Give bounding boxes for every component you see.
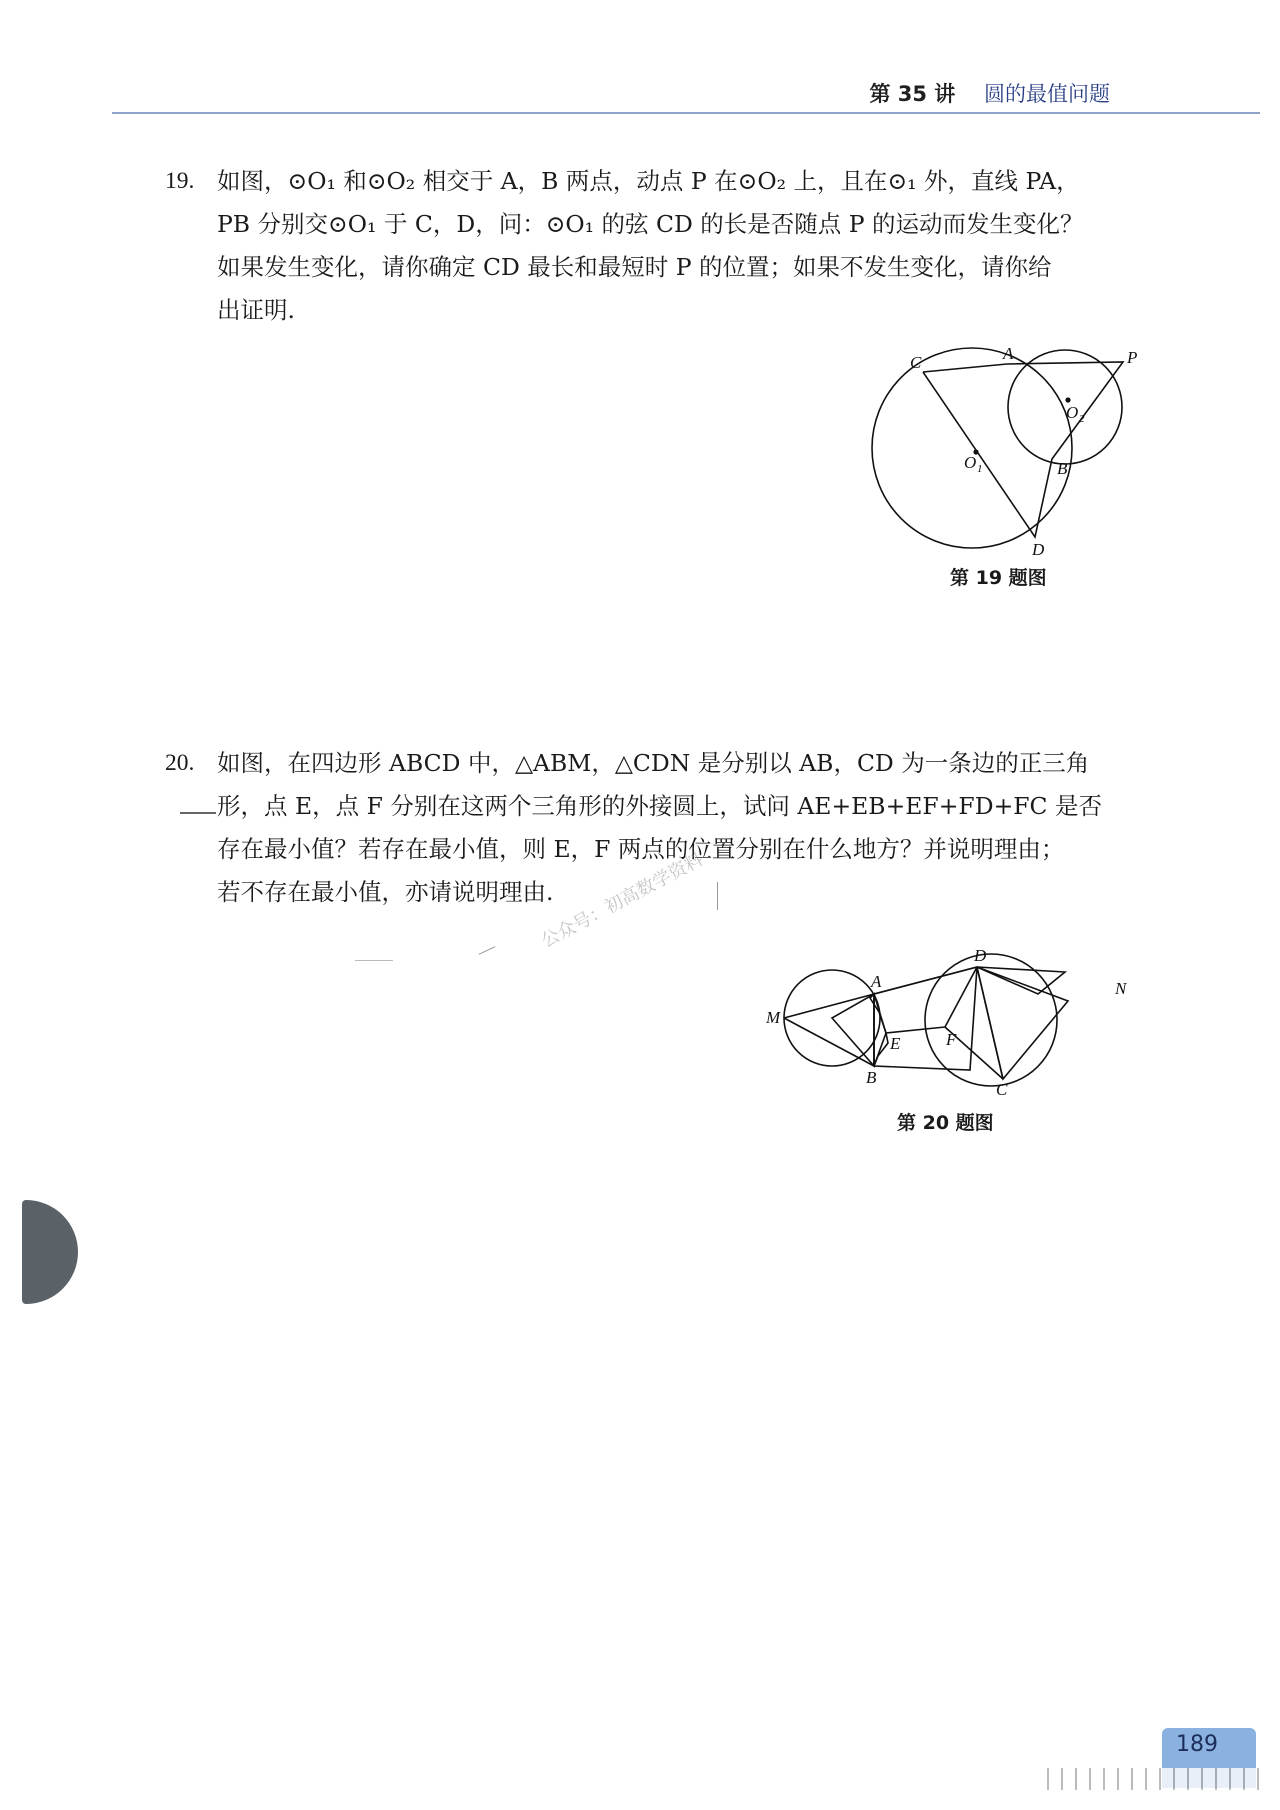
problem-text-line: 形，点 E，点 F 分别在这两个三角形的外接圆上，试问 AE+EB+EF+FD+FC 是否 <box>217 792 1103 820</box>
label-o2: O <box>1066 403 1079 422</box>
problem-text-line: 如图，⊙O₁ 和⊙O₂ 相交于 A，B 两点，动点 P 在⊙O₂ 上，且在⊙₁ 外，直线 PA， <box>217 167 1080 195</box>
header-rule <box>112 112 1260 114</box>
problem-text-line: PB 分别交⊙O₁ 于 C，D，问：⊙O₁ 的弦 CD 的长是否随点 P 的运动而发生变化？ <box>217 210 1084 238</box>
problem-text-line: 如果发生变化，请你确定 CD 最长和最短时 P 的位置；如果不发生变化，请你给 <box>217 253 1052 281</box>
label-b: B <box>1057 459 1068 478</box>
segment-mb <box>784 1018 874 1066</box>
triangle-cdn-upper <box>977 967 1065 994</box>
segment-ma <box>784 994 874 1018</box>
problem-text-line: 若不存在最小值，亦请说明理由. <box>217 878 554 906</box>
scan-edge-strip <box>1040 1768 1260 1790</box>
problem-text-line: 如图，在四边形 ABCD 中，△ABM，△CDN 是分别以 AB，CD 为一条边的正三角 <box>217 749 1090 777</box>
problem-text-line: 存在最小值？若存在最小值，则 E，F 两点的位置分别在什么地方？并说明理由； <box>217 835 1065 863</box>
segment-ef <box>886 1027 945 1033</box>
watermark: 公众号：初高数学资料 <box>537 849 707 953</box>
header-topic: 圆的最值问题 <box>984 82 1110 106</box>
label-p: P <box>1127 348 1138 367</box>
label-a: A <box>1003 344 1014 363</box>
label-n: N <box>1115 979 1127 998</box>
problem-text-line: 出证明. <box>217 296 295 324</box>
problem-number: 19. <box>165 168 195 194</box>
label-o1-sub: 1 <box>977 463 983 475</box>
figure-20 <box>760 915 1160 1135</box>
line-segments <box>923 362 1123 537</box>
label-f: F <box>946 1030 957 1049</box>
segment-dc <box>977 967 1003 1079</box>
figure-19-caption: 第 19 题图 <box>950 567 1047 589</box>
figure-20-diagram <box>760 915 1160 1135</box>
figure-19-diagram <box>860 340 1160 590</box>
quadrilateral-abcd-segments <box>870 967 977 1070</box>
center-o2-dot <box>1065 397 1070 402</box>
circle-o2 <box>1008 350 1122 464</box>
label-c: C <box>910 353 922 372</box>
label-c: C <box>996 1080 1008 1099</box>
figure-20-caption: 第 20 题图 <box>897 1112 994 1134</box>
label-d: D <box>1032 540 1045 559</box>
running-header <box>869 78 1110 108</box>
segment-fd <box>945 967 977 1027</box>
label-e: E <box>890 1034 901 1053</box>
header-lecture: 第 35 讲 <box>869 82 956 106</box>
label-m: M <box>766 1008 781 1027</box>
label-a: A <box>871 972 882 991</box>
problem-number: 20. <box>165 750 195 776</box>
scan-mark <box>479 946 496 955</box>
page-number: 189 <box>1176 1732 1218 1757</box>
scanner-thumb-shadow <box>22 1200 78 1304</box>
segment-ad <box>874 967 977 994</box>
scan-mark <box>180 812 216 814</box>
figure-19 <box>860 340 1160 590</box>
label-o2-sub: 2 <box>1079 413 1085 425</box>
scan-mark <box>717 882 718 910</box>
scan-mark <box>355 960 393 961</box>
label-o1: O <box>964 453 977 472</box>
label-d: D <box>974 946 987 965</box>
circle-o1 <box>872 348 1072 548</box>
label-b: B <box>866 1068 877 1087</box>
